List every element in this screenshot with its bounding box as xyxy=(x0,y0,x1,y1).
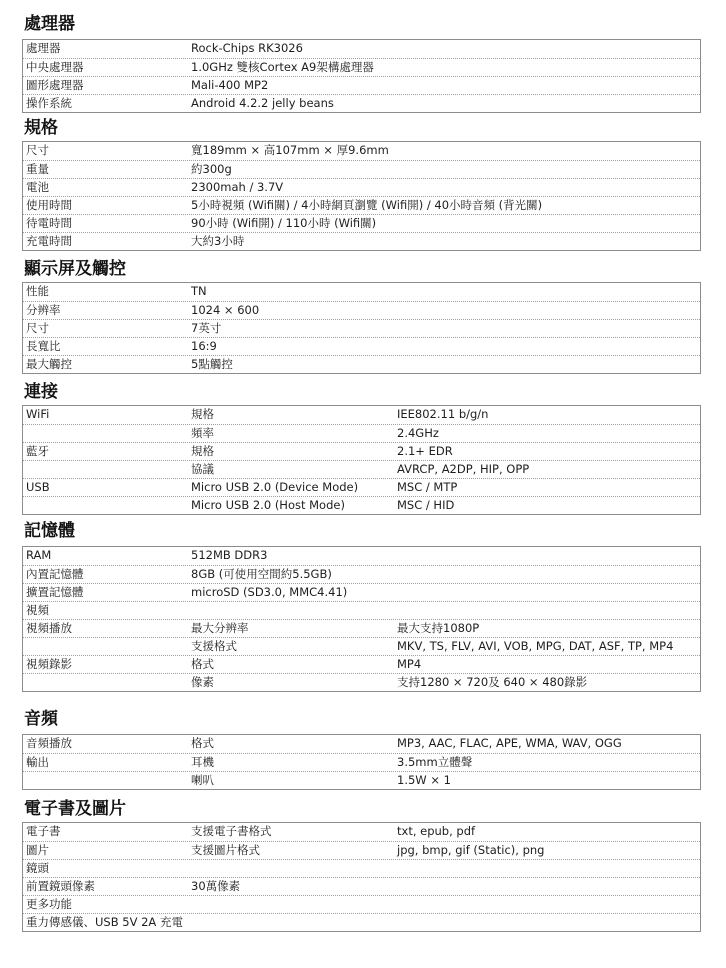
spec-value: 規格 xyxy=(191,407,214,421)
spec-row xyxy=(23,442,700,460)
spec-row xyxy=(23,877,700,895)
spec-table xyxy=(22,141,701,251)
spec-label: 分辨率 xyxy=(26,303,61,317)
spec-row xyxy=(23,40,700,58)
section-title: 連接 xyxy=(24,382,58,402)
spec-label: 尺寸 xyxy=(26,321,49,335)
spec-row xyxy=(23,496,700,514)
spec-full-row: 重力傳感儀、USB 5V 2A 充電 xyxy=(26,915,183,929)
spec-value: 支援電子書格式 xyxy=(191,824,272,838)
spec-row xyxy=(23,841,700,859)
spec-table xyxy=(22,734,701,790)
spec-row xyxy=(23,94,700,112)
spec-label: 視頻錄影 xyxy=(26,657,72,671)
spec-label: 待電時間 xyxy=(26,216,72,230)
spec-label: 音頻播放 xyxy=(26,736,72,750)
spec-label: 更多功能 xyxy=(26,897,72,911)
spec-value: Mali-400 MP2 xyxy=(191,78,269,92)
spec-value: 16:9 xyxy=(191,339,217,353)
spec-label: 藍牙 xyxy=(26,444,49,458)
spec-value: Micro USB 2.0 (Device Mode) xyxy=(191,480,359,494)
spec-row xyxy=(23,319,700,337)
spec-label: 內置記憶體 xyxy=(26,567,84,581)
spec-label: 鏡頭 xyxy=(26,861,49,875)
spec-row xyxy=(23,406,700,424)
spec-value: 8GB (可使用空間約5.5GB) xyxy=(191,567,332,581)
spec-label: 電子書 xyxy=(26,824,61,838)
spec-value: 寬189mm × 高107mm × 厚9.6mm xyxy=(191,143,389,157)
spec-value: 最大分辨率 xyxy=(191,621,249,635)
spec-detail: MP3, AAC, FLAC, APE, WMA, WAV, OGG xyxy=(397,736,622,750)
spec-row xyxy=(23,232,700,250)
section-title: 音頻 xyxy=(24,709,58,729)
spec-row xyxy=(23,601,700,619)
section-title: 規格 xyxy=(24,118,58,138)
spec-detail: 3.5mm立體聲 xyxy=(397,755,473,769)
spec-row xyxy=(23,301,700,319)
spec-label: 圖形處理器 xyxy=(26,78,84,92)
spec-detail: AVRCP, A2DP, HIP, OPP xyxy=(397,462,530,476)
section-title: 顯示屏及觸控 xyxy=(24,259,126,279)
spec-row xyxy=(23,895,700,913)
spec-detail: 最大支持1080P xyxy=(397,621,480,635)
spec-label: 前置鏡頭像素 xyxy=(26,879,95,893)
spec-label: 最大觸控 xyxy=(26,357,72,371)
spec-row xyxy=(23,58,700,76)
section-title: 處理器 xyxy=(24,14,75,34)
spec-row xyxy=(23,913,700,931)
spec-value: 喇叭 xyxy=(191,773,214,787)
spec-row xyxy=(23,619,700,637)
spec-label: 圖片 xyxy=(26,843,49,857)
spec-detail: MSC / HID xyxy=(397,498,455,512)
spec-detail: txt, epub, pdf xyxy=(397,824,476,838)
spec-value: 支援圖片格式 xyxy=(191,843,260,857)
spec-label: 視頻播放 xyxy=(26,621,72,635)
spec-label: USB xyxy=(26,480,50,494)
spec-value: 耳機 xyxy=(191,755,214,769)
spec-row xyxy=(23,283,700,301)
spec-label: WiFi xyxy=(26,407,50,421)
spec-row xyxy=(23,673,700,691)
spec-row xyxy=(23,178,700,196)
spec-label: 操作系統 xyxy=(26,96,72,110)
spec-label: 尺寸 xyxy=(26,143,49,157)
spec-label: 處理器 xyxy=(26,41,61,55)
spec-value: 約300g xyxy=(191,162,232,176)
spec-value: 90小時 (Wifi開) / 110小時 (Wifi關) xyxy=(191,216,377,230)
spec-row xyxy=(23,859,700,877)
spec-row xyxy=(23,547,700,565)
spec-label: 重量 xyxy=(26,162,49,176)
spec-value: Rock-Chips RK3026 xyxy=(191,41,303,55)
section-title: 電子書及圖片 xyxy=(24,799,126,819)
spec-value: microSD (SD3.0, MMC4.41) xyxy=(191,585,348,599)
spec-detail: MSC / MTP xyxy=(397,480,458,494)
spec-label: 擴置記憶體 xyxy=(26,585,84,599)
spec-value: 像素 xyxy=(191,675,214,689)
spec-label: RAM xyxy=(26,548,52,562)
spec-detail: IEE802.11 b/g/n xyxy=(397,407,489,421)
spec-value: 30萬像素 xyxy=(191,879,241,893)
spec-value: Micro USB 2.0 (Host Mode) xyxy=(191,498,345,512)
spec-row xyxy=(23,76,700,94)
spec-row xyxy=(23,753,700,771)
spec-table xyxy=(22,405,701,515)
spec-label: 視頻 xyxy=(26,603,49,617)
spec-row xyxy=(23,460,700,478)
spec-value: Android 4.2.2 jelly beans xyxy=(191,96,334,110)
spec-row xyxy=(23,478,700,496)
spec-label: 電池 xyxy=(26,180,49,194)
spec-label: 輸出 xyxy=(26,755,49,769)
spec-row xyxy=(23,565,700,583)
spec-value: 協議 xyxy=(191,462,214,476)
spec-value: 頻率 xyxy=(191,426,214,440)
spec-table xyxy=(22,39,701,113)
spec-row xyxy=(23,214,700,232)
spec-label: 中央處理器 xyxy=(26,60,84,74)
spec-detail: 2.1+ EDR xyxy=(397,444,453,458)
spec-detail: MP4 xyxy=(397,657,422,671)
spec-row xyxy=(23,771,700,789)
spec-value: 7英寸 xyxy=(191,321,222,335)
spec-row xyxy=(23,655,700,673)
spec-row xyxy=(23,160,700,178)
spec-value: 5點觸控 xyxy=(191,357,233,371)
spec-detail: MKV, TS, FLV, AVI, VOB, MPG, DAT, ASF, TP, MP4 xyxy=(397,639,674,653)
spec-row xyxy=(23,196,700,214)
spec-table xyxy=(22,822,701,932)
spec-label: 長寬比 xyxy=(26,339,61,353)
spec-table xyxy=(22,546,701,692)
spec-label: 充電時間 xyxy=(26,234,72,248)
spec-value: 大約3小時 xyxy=(191,234,245,248)
spec-value: 支援格式 xyxy=(191,639,237,653)
spec-value: 512MB DDR3 xyxy=(191,548,268,562)
spec-row xyxy=(23,735,700,753)
spec-value: 格式 xyxy=(191,736,214,750)
spec-row xyxy=(23,637,700,655)
spec-row xyxy=(23,424,700,442)
spec-value: 5小時視頻 (Wifi關) / 4小時網頁瀏覽 (Wifi開) / 40小時音頻 (背光關) xyxy=(191,198,543,212)
spec-value: 規格 xyxy=(191,444,214,458)
section-title: 記憶體 xyxy=(24,521,75,541)
spec-detail: 支持1280 × 720及 640 × 480錄影 xyxy=(397,675,588,689)
spec-value: 2300mah / 3.7V xyxy=(191,180,284,194)
spec-value: TN xyxy=(191,284,207,298)
spec-detail: jpg, bmp, gif (Static), png xyxy=(397,843,545,857)
spec-value: 格式 xyxy=(191,657,214,671)
spec-table xyxy=(22,282,701,374)
spec-label: 性能 xyxy=(26,284,49,298)
spec-row xyxy=(23,337,700,355)
spec-label: 使用時間 xyxy=(26,198,72,212)
spec-row xyxy=(23,142,700,160)
spec-value: 1024 × 600 xyxy=(191,303,260,317)
spec-detail: 1.5W × 1 xyxy=(397,773,451,787)
spec-value: 1.0GHz 雙核Cortex A9架構處理器 xyxy=(191,60,374,74)
spec-row xyxy=(23,583,700,601)
spec-detail: 2.4GHz xyxy=(397,426,439,440)
spec-row xyxy=(23,355,700,373)
spec-row xyxy=(23,823,700,841)
